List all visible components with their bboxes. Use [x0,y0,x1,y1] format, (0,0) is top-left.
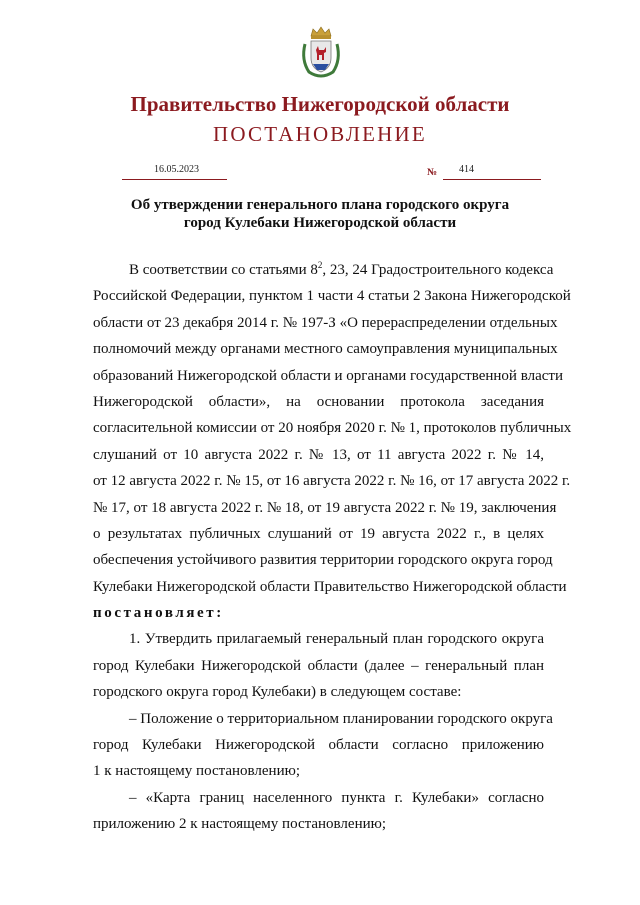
body-line: полномочий между органами местного самоуправления муниципальных [93,341,558,358]
body-line: городского округа город Кулебаки) в следующем составе: [93,684,462,701]
body-line: приложению 2 к настоящему постановлению; [93,816,386,833]
document-body [93,260,572,841]
body-line: обеспечения устойчивого развития территории городского округа город [93,552,553,569]
body-line: Российской Федерации, пунктом 1 части 4 статьи 2 Закона Нижегородской [93,288,571,305]
body-line: области от 23 декабря 2014 г. № 197-З «О перераспределении отдельных [93,314,558,331]
body-line: слушаний от 10 августа 2022 г. № 13, от 11 августа 2022 г. № 14, [93,446,544,463]
body-line: город Кулебаки Нижегородской области (далее – генеральный план [93,657,544,674]
body-line: Кулебаки Нижегородской области Правительство Нижегородской области [93,578,567,595]
body-line: Нижегородской области», на основании протокола заседания [93,393,544,410]
body-line: образований Нижегородской области и органами государственной власти [93,367,563,384]
body-line: город Кулебаки Нижегородской области согласно приложению [93,737,544,754]
heading-line: Об утверждении генерального плана городского округа [130,197,510,213]
body-line-resolves: постановляет: [93,605,224,622]
body-line: № 17, от 18 августа 2022 г. № 18, от 19 августа 2022 г. № 19, заключения [93,499,557,516]
body-line: 1 к настоящему постановлению; [93,763,300,780]
body-line: 1. Утвердить прилагаемый генеральный план городского округа [129,631,544,648]
body-line: – Положение о территориальном планировании городского округа [129,710,553,727]
body-line: от 12 августа 2022 г. № 15, от 16 августа 2022 г. № 16, от 17 августа 2022 г. [93,473,571,490]
body-line: о результатах публичных слушаний от 19 августа 2022 г., в целях [93,525,544,542]
number-field [443,165,541,180]
document-type-title: ПОСТАНОВЛЕНИЕ [213,122,427,146]
body-line: В соответствии со статьями $8^2$, 23, 24 Градостроительного кодекса [129,260,554,278]
body-line: – «Карта границ населенного пункта г. Кулебаки» согласно [129,789,544,806]
heading-line: город Кулебаки Нижегородской области [183,215,457,231]
document-heading [110,196,530,232]
government-title: Правительство Нижегородской области [130,92,510,116]
coat-of-arms-icon [299,26,343,78]
date-field [122,165,227,180]
document-date: 16.05.2023 [154,164,199,175]
number-sign: № [427,167,438,178]
body-line: согласительной комиссии от 20 ноября 2020 г. № 1, протоколов публичных [93,420,572,437]
document-number: 414 [459,164,474,175]
